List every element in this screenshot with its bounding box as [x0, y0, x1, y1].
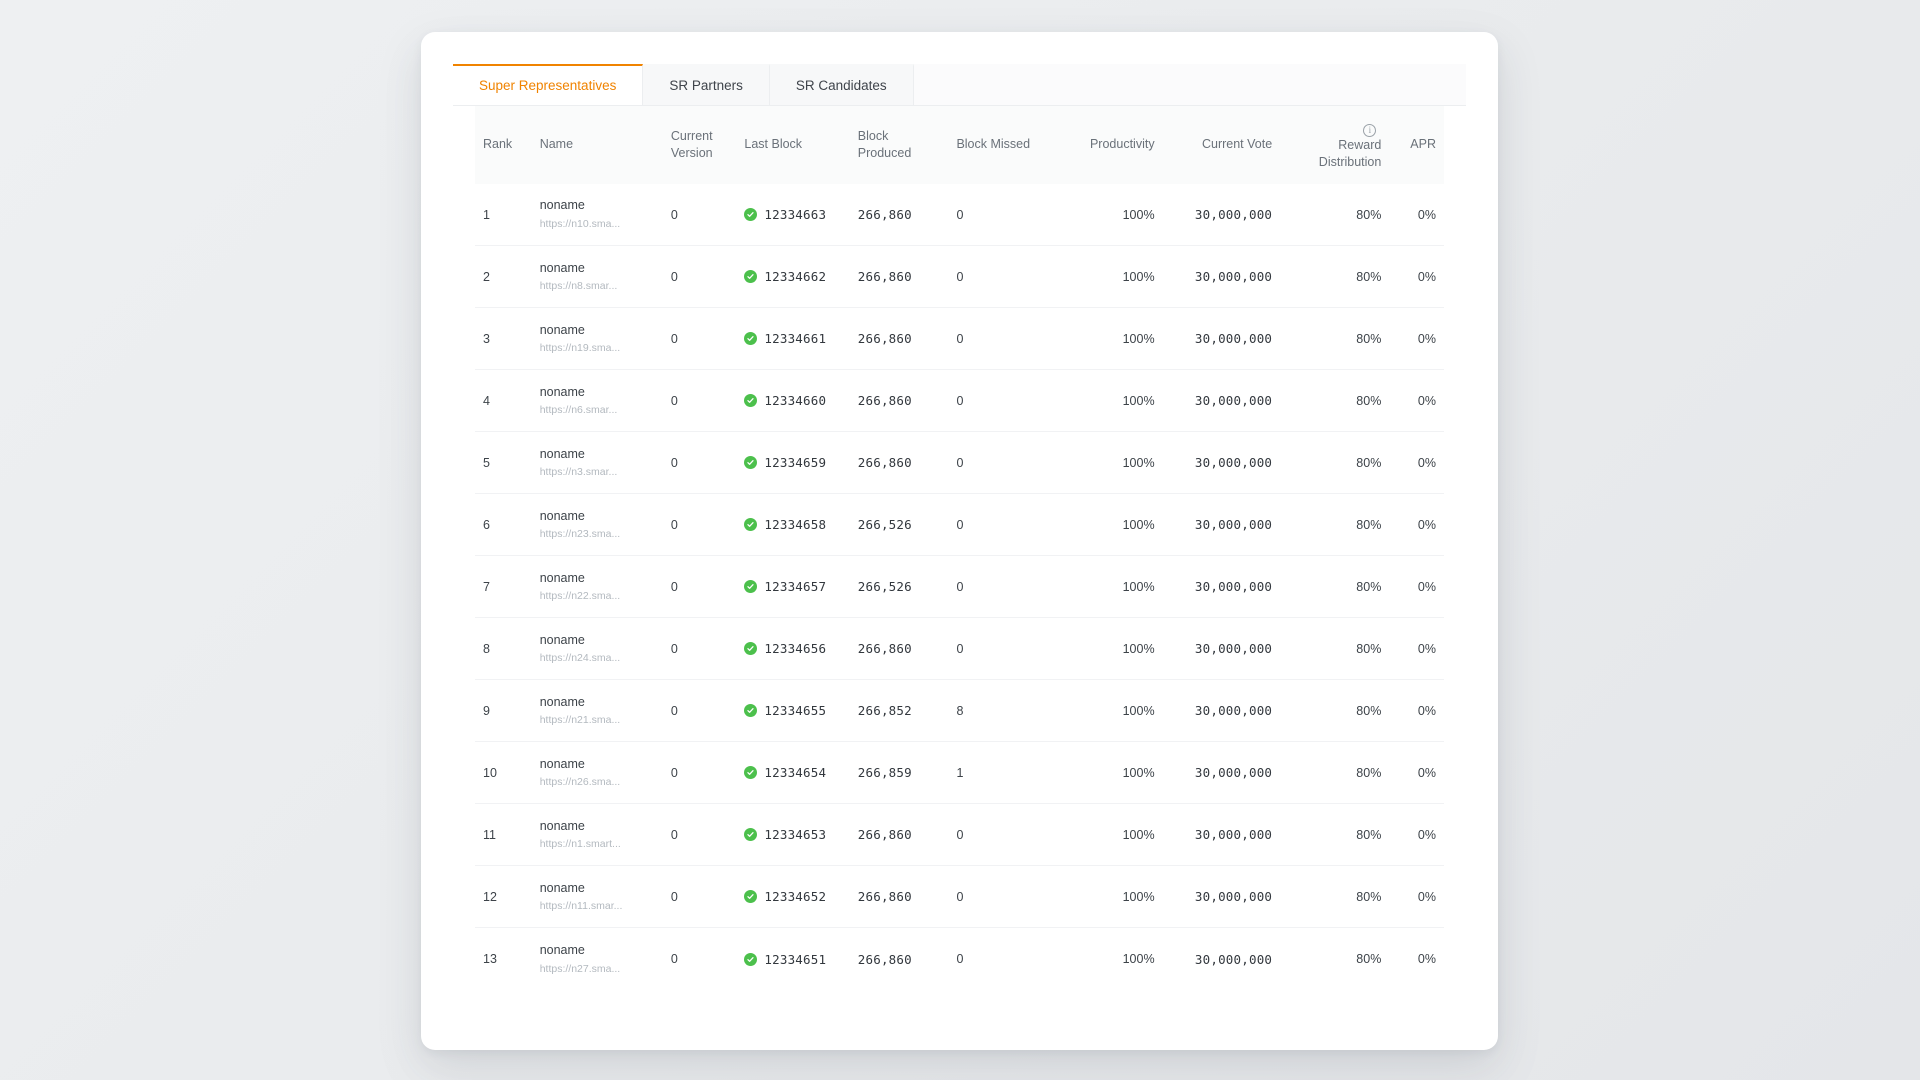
tab-sr-partners[interactable]: [643, 64, 770, 105]
cell-last-block: [736, 556, 849, 618]
table-row[interactable]: [475, 370, 1444, 432]
cell-last-block: [736, 928, 849, 990]
cell-apr: 0%: [1389, 742, 1444, 804]
sr-url[interactable]: https://n3.smar...: [539, 466, 618, 479]
table-row[interactable]: [475, 308, 1444, 370]
cell-last-block: [736, 866, 849, 928]
sr-name: noname: [539, 322, 585, 337]
cell-name[interactable]: [532, 866, 663, 928]
cell-block-missed: 0: [948, 184, 1053, 246]
sr-name: noname: [539, 508, 585, 523]
cell-block-produced: 266,860: [850, 184, 949, 246]
cell-reward-distribution: 80%: [1280, 246, 1389, 308]
cell-name[interactable]: [532, 742, 663, 804]
card-inner: [453, 64, 1466, 1018]
cell-block-produced: 266,860: [850, 866, 949, 928]
content-card: [421, 32, 1498, 1050]
last-block-value: 12334651: [764, 951, 827, 967]
cell-apr: 0%: [1389, 494, 1444, 556]
cell-current-version: 0: [670, 952, 678, 966]
cell-current-vote: 30,000,000: [1163, 618, 1281, 680]
cell-current-version: 0: [663, 432, 736, 494]
table-row[interactable]: [475, 680, 1444, 742]
check-circle-icon: [744, 332, 757, 345]
cell-productivity: 100%: [1053, 494, 1162, 556]
cell-name[interactable]: [532, 680, 663, 742]
cell-reward-distribution: 80%: [1280, 680, 1389, 742]
cell-current-vote: 30,000,000: [1163, 494, 1281, 556]
cell-productivity: 100%: [1122, 952, 1155, 966]
header-current-version[interactable]: Current Version: [663, 106, 736, 184]
cell-current-vote: 30,000,000: [1163, 308, 1281, 370]
cell-rank: 4: [475, 370, 532, 432]
sr-table-container: [453, 106, 1466, 990]
cell-productivity: 100%: [1053, 370, 1162, 432]
sr-name: noname: [539, 570, 585, 585]
header-last-block[interactable]: Last Block: [736, 106, 849, 184]
cell-rank: 11: [475, 804, 532, 866]
sr-url[interactable]: https://n19.sma...: [539, 342, 621, 355]
cell-current-vote: 30,000,000: [1163, 184, 1281, 246]
cell-name[interactable]: [532, 494, 663, 556]
cell-reward-distribution: 80%: [1356, 952, 1382, 966]
cell-last-block: [736, 246, 849, 308]
last-block-value: 12334652: [764, 889, 827, 905]
header-reward-distribution-label: Reward Distribution: [1318, 138, 1382, 169]
sr-name: noname: [539, 384, 585, 399]
table-row[interactable]: [475, 184, 1444, 246]
check-circle-icon: [744, 828, 757, 841]
sr-name: noname: [539, 818, 585, 833]
cell-reward-distribution: 80%: [1280, 866, 1389, 928]
cell-block-produced: 266,860: [857, 951, 912, 967]
last-block-value: 12334659: [764, 455, 827, 471]
cell-name[interactable]: [532, 184, 663, 246]
cell-block-produced: 266,526: [850, 494, 949, 556]
sr-url[interactable]: https://n11.smar...: [539, 900, 623, 913]
sr-name: noname: [539, 446, 585, 461]
table-row[interactable]: [475, 494, 1444, 556]
cell-name[interactable]: [532, 246, 663, 308]
sr-url[interactable]: https://n8.smar...: [539, 280, 618, 293]
cell-rank: 2: [475, 246, 532, 308]
cell-current-version: 0: [663, 680, 736, 742]
sr-table: [475, 106, 1444, 990]
tab-super-representatives[interactable]: [453, 64, 643, 105]
sr-url[interactable]: https://n22.sma...: [539, 590, 621, 603]
cell-last-block: [736, 184, 849, 246]
header-row: [475, 106, 1444, 184]
tab-label: SR Partners: [669, 78, 743, 93]
cell-productivity: 100%: [1053, 184, 1162, 246]
cell-rank: 7: [475, 556, 532, 618]
check-circle-icon: [744, 456, 757, 469]
check-circle-icon: [744, 890, 757, 903]
cell-reward-distribution: 80%: [1280, 556, 1389, 618]
cell-current-version: 0: [663, 556, 736, 618]
cell-current-vote: 30,000,000: [1163, 432, 1281, 494]
last-block-value: 12334655: [764, 703, 827, 719]
info-icon[interactable]: i: [1363, 124, 1376, 137]
cell-current-version: 0: [663, 184, 736, 246]
cell-rank: 8: [475, 618, 532, 680]
cell-name[interactable]: [532, 556, 663, 618]
table-body: [475, 184, 1444, 990]
table-row[interactable]: [475, 618, 1444, 680]
cell-current-vote: 30,000,000: [1163, 246, 1281, 308]
table-row[interactable]: [475, 246, 1444, 308]
cell-block-missed: 0: [948, 308, 1053, 370]
table-row[interactable]: [475, 866, 1444, 928]
sr-name: noname: [539, 632, 585, 647]
cell-current-version: 0: [663, 308, 736, 370]
cell-rank: 6: [475, 494, 532, 556]
cell-reward-distribution: 80%: [1280, 804, 1389, 866]
cell-reward-distribution: 80%: [1280, 308, 1389, 370]
cell-last-block: [736, 680, 849, 742]
cell-last-block: [736, 308, 849, 370]
cell-block-missed: 0: [948, 432, 1053, 494]
cell-productivity: 100%: [1053, 618, 1162, 680]
cell-name[interactable]: [532, 928, 663, 990]
check-circle-icon: [744, 518, 757, 531]
last-block-value: 12334663: [764, 207, 827, 222]
tab-sr-candidates[interactable]: [770, 64, 914, 105]
cell-current-vote: 30,000,000: [1163, 556, 1281, 618]
last-block-value: 12334654: [764, 765, 827, 781]
tab-label: SR Candidates: [795, 78, 887, 93]
tab-bar: [453, 64, 1466, 106]
check-circle-icon: [744, 394, 757, 407]
cell-productivity: 100%: [1053, 308, 1162, 370]
cell-apr: 0%: [1389, 184, 1444, 246]
cell-current-version: 0: [663, 246, 736, 308]
cell-block-missed: 8: [948, 680, 1053, 742]
header-block-missed[interactable]: Block Missed: [948, 106, 1053, 184]
check-circle-icon: [744, 642, 757, 655]
cell-reward-distribution: 80%: [1280, 370, 1389, 432]
cell-current-vote: 30,000,000: [1163, 804, 1281, 866]
cell-block-produced: 266,526: [850, 556, 949, 618]
cell-reward-distribution: 80%: [1280, 742, 1389, 804]
cell-current-vote: 30,000,000: [1163, 370, 1281, 432]
sr-url[interactable]: https://n6.smar...: [539, 404, 618, 417]
sr-name: noname: [539, 694, 585, 709]
check-circle-icon: [744, 208, 757, 221]
cell-productivity: 100%: [1053, 680, 1162, 742]
cell-apr: 0%: [1389, 680, 1444, 742]
cell-productivity: 100%: [1053, 246, 1162, 308]
cell-rank: 1: [475, 184, 532, 246]
tab-label: Super Representatives: [479, 78, 617, 93]
check-circle-icon: [744, 766, 757, 779]
cell-block-produced: 266,860: [850, 370, 949, 432]
cell-rank: 12: [475, 866, 532, 928]
sr-name: noname: [539, 880, 585, 895]
sr-url[interactable]: https://n10.sma...: [539, 218, 621, 231]
cell-reward-distribution: 80%: [1280, 494, 1389, 556]
header-productivity[interactable]: Productivity: [1053, 106, 1162, 184]
cell-rank: 3: [475, 308, 532, 370]
cell-name[interactable]: [532, 804, 663, 866]
cell-block-missed: 0: [948, 246, 1053, 308]
cell-rank: 5: [475, 432, 532, 494]
cell-rank: 9: [475, 680, 532, 742]
cell-current-vote: 30,000,000: [1163, 866, 1281, 928]
cell-apr: 0%: [1389, 370, 1444, 432]
sr-name: noname: [539, 260, 585, 275]
cell-block-produced: 266,860: [850, 246, 949, 308]
cell-apr: 0%: [1389, 432, 1444, 494]
cell-name[interactable]: [532, 618, 663, 680]
cell-block-produced: 266,860: [850, 432, 949, 494]
cell-block-missed: 0: [948, 556, 1053, 618]
sr-url[interactable]: https://n21.sma...: [539, 714, 621, 727]
cell-block-missed: 0: [948, 370, 1053, 432]
cell-current-version: 0: [663, 370, 736, 432]
check-circle-icon: [744, 953, 757, 966]
header-rank[interactable]: Rank: [475, 106, 532, 184]
cell-rank: 10: [475, 742, 532, 804]
cell-apr: 0%: [1389, 308, 1444, 370]
cell-current-version: 0: [663, 804, 736, 866]
header-block-produced[interactable]: Block Produced: [850, 106, 949, 184]
cell-block-missed: 0: [948, 494, 1053, 556]
cell-block-produced: 266,860: [850, 804, 949, 866]
cell-block-produced: 266,859: [850, 742, 949, 804]
sr-url[interactable]: https://n24.sma...: [539, 652, 621, 665]
header-current-vote[interactable]: Current Vote: [1163, 106, 1281, 184]
cell-block-missed: 0: [948, 804, 1053, 866]
cell-productivity: 100%: [1053, 804, 1162, 866]
cell-current-vote: 30,000,000: [1163, 742, 1281, 804]
cell-block-missed: 1: [948, 742, 1053, 804]
cell-block-missed: 0: [956, 952, 964, 966]
cell-last-block: [736, 804, 849, 866]
cell-name[interactable]: [532, 432, 663, 494]
cell-productivity: 100%: [1053, 556, 1162, 618]
cell-block-missed: 0: [948, 618, 1053, 680]
last-block-value: 12334656: [764, 641, 827, 657]
sr-url[interactable]: https://n27.sma...: [539, 962, 621, 975]
sr-url[interactable]: https://n1.smart...: [539, 838, 621, 851]
sr-name: noname: [539, 942, 585, 957]
table-row[interactable]: [475, 556, 1444, 618]
cell-apr: 0%: [1389, 246, 1444, 308]
header-name[interactable]: Name: [532, 106, 663, 184]
cell-apr: 0%: [1389, 618, 1444, 680]
cell-reward-distribution: 80%: [1280, 618, 1389, 680]
cell-rank: 13: [483, 952, 497, 966]
cell-name[interactable]: [532, 370, 663, 432]
cell-apr: 0%: [1417, 952, 1436, 966]
table-header: [475, 106, 1444, 184]
cell-block-produced: 266,860: [850, 308, 949, 370]
table-row[interactable]: [475, 432, 1444, 494]
header-reward-distribution[interactable]: [1280, 106, 1389, 184]
cell-last-block: [736, 618, 849, 680]
last-block-value: 12334661: [764, 331, 827, 347]
cell-name[interactable]: [532, 308, 663, 370]
cell-current-vote: 30,000,000: [1194, 951, 1273, 967]
last-block-value: 12334657: [764, 579, 827, 595]
cell-productivity: 100%: [1053, 432, 1162, 494]
cell-apr: 0%: [1389, 556, 1444, 618]
cell-current-version: 0: [663, 866, 736, 928]
cell-current-version: 0: [663, 618, 736, 680]
cell-reward-distribution: 80%: [1280, 432, 1389, 494]
cell-current-version: 0: [663, 494, 736, 556]
cell-productivity: 100%: [1053, 742, 1162, 804]
last-block-value: 12334662: [764, 269, 827, 285]
last-block-value: 12334653: [764, 827, 827, 843]
cell-current-version: 0: [663, 742, 736, 804]
cell-apr: 0%: [1389, 866, 1444, 928]
cell-reward-distribution: 80%: [1280, 184, 1389, 246]
table-row[interactable]: [475, 804, 1444, 866]
check-circle-icon: [744, 704, 757, 717]
table-row[interactable]: [475, 928, 1444, 990]
last-block-value: 12334658: [764, 517, 827, 533]
cell-last-block: [736, 494, 849, 556]
check-circle-icon: [744, 270, 757, 283]
check-circle-icon: [744, 580, 757, 593]
cell-productivity: 100%: [1053, 866, 1162, 928]
sr-url[interactable]: https://n26.sma...: [539, 776, 621, 789]
cell-apr: 0%: [1389, 804, 1444, 866]
cell-last-block: [736, 742, 849, 804]
header-apr[interactable]: APR: [1389, 106, 1444, 184]
sr-url[interactable]: https://n23.sma...: [539, 528, 621, 541]
cell-block-produced: 266,852: [850, 680, 949, 742]
sr-name: noname: [539, 198, 585, 213]
cell-current-vote: 30,000,000: [1163, 680, 1281, 742]
cell-block-missed: 0: [948, 866, 1053, 928]
cell-block-produced: 266,860: [850, 618, 949, 680]
table-row[interactable]: [475, 742, 1444, 804]
sr-name: noname: [539, 756, 585, 771]
cell-last-block: [736, 370, 849, 432]
last-block-value: 12334660: [764, 393, 827, 409]
cell-last-block: [736, 432, 849, 494]
